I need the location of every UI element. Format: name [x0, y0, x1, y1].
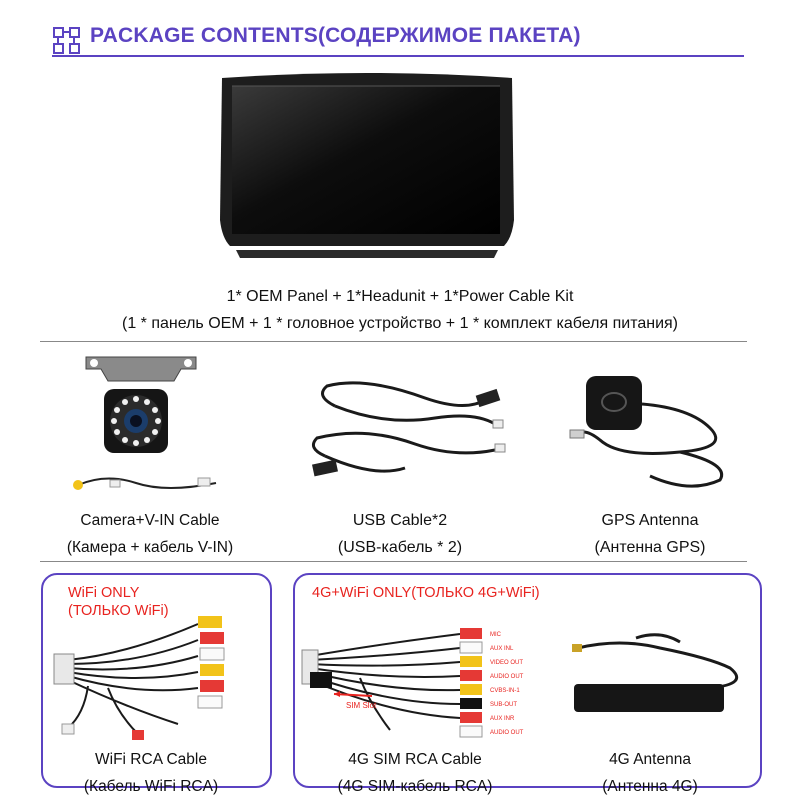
4g-antenna-caption-en: 4G Antenna [609, 751, 691, 768]
wifi-rca-cable-image [48, 604, 263, 744]
rca-label-5: CVBS-IN-1 [490, 688, 520, 694]
wifi-rca-caption [36, 746, 266, 800]
wifi-rca-caption-ru: (Кабель WiFi RCA) [83, 778, 219, 795]
gps-antenna-image [560, 368, 760, 498]
wifi-only-line2: (ТОЛЬКО WiFi) [68, 603, 169, 619]
panel-caption-ru: (1 * панель OEM + 1 * головное устройство + 1 * комплект кабеля питания) [121, 315, 678, 332]
header-underline [52, 55, 744, 57]
gps-caption [540, 507, 760, 561]
section-divider [40, 341, 747, 342]
rca-label-6: SUB-OUT [490, 702, 517, 708]
rca-label-3: VIDEO OUT [490, 660, 524, 666]
4g-antenna-caption-ru: (Антенна 4G) [602, 778, 698, 795]
g4-wifi-only-label: 4G+WiFi ONLY(ТОЛЬКО 4G+WiFi) [312, 585, 540, 601]
sim-rca-caption-ru: (4G SIM-кабель RCA) [337, 778, 493, 795]
panel-caption [0, 283, 800, 337]
gps-caption-ru: (Антенна GPS) [594, 539, 706, 556]
panel-caption-en: 1* OEM Panel + 1*Headunit + 1*Power Cable Kit [226, 288, 574, 305]
wifi-rca-caption-en: WiFi RCA Cable [95, 751, 207, 768]
rca-label-7: AUX INR [490, 716, 515, 722]
headunit-panel-image [216, 70, 518, 262]
usb-caption-en: USB Cable*2 [352, 512, 448, 529]
sim-rca-caption [300, 746, 530, 800]
page-title: PACKAGE CONTENTS(СОДЕРЖИМОЕ ПАКЕТА) [90, 24, 581, 47]
rca-label-2: AUX INL [490, 646, 514, 652]
4g-antenna-image [560, 628, 750, 728]
camera-caption-ru: (Камера + кабель V-IN) [66, 539, 234, 556]
wifi-only-line1: WiFi ONLY [68, 585, 140, 601]
4g-antenna-caption [540, 746, 760, 800]
usb-caption-ru: (USB-кабель * 2) [337, 539, 463, 556]
camera-caption-en: Camera+V-IN Cable [80, 512, 220, 529]
rca-label-4: AUDIO OUT [490, 674, 524, 680]
camera-caption [30, 507, 270, 561]
sim-slot-label: SIM Slot [346, 701, 377, 710]
sim-rca-caption-en: 4G SIM RCA Cable [348, 751, 482, 768]
camera-image [66, 345, 226, 505]
rca-label-1: MIC [490, 632, 501, 638]
usb-cable-image [305, 378, 515, 496]
usb-caption [290, 507, 510, 561]
grid-squares-icon [52, 26, 82, 56]
sim-rca-cable-image [300, 604, 550, 744]
rca-label-8: AUDIO OUT [490, 730, 524, 736]
section-divider [40, 561, 747, 562]
gps-caption-en: GPS Antenna [601, 512, 699, 529]
